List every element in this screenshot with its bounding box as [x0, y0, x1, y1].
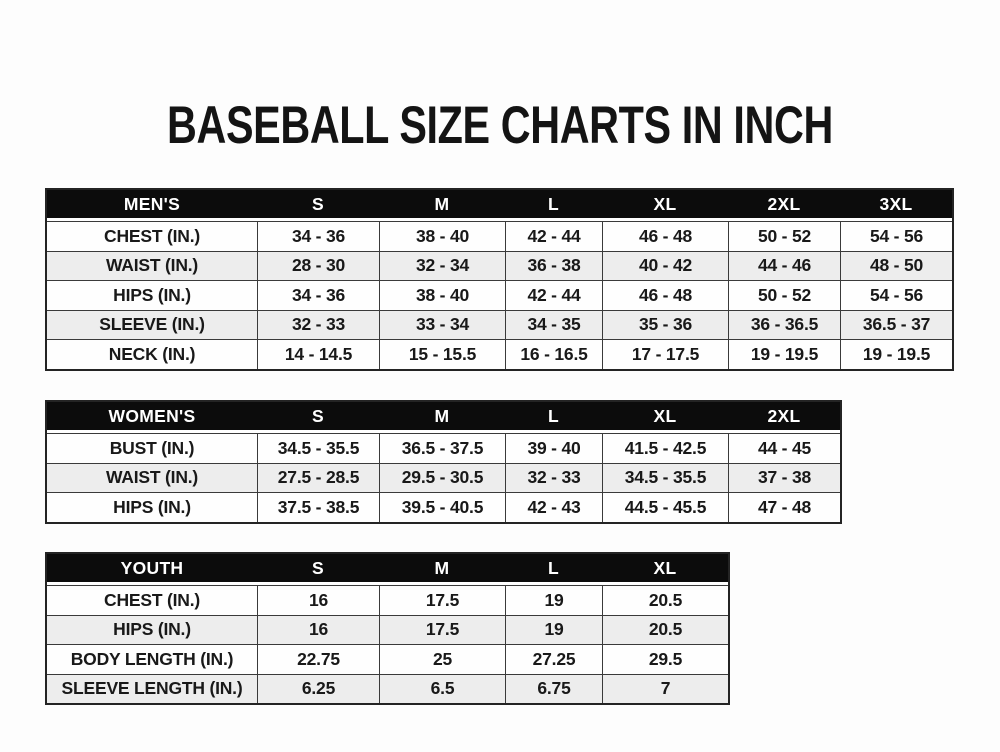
- youth-header-size-m: M: [434, 557, 450, 578]
- row-label: WAIST (IN.): [105, 255, 199, 276]
- size-value-xl: 44.5 - 45.5: [602, 493, 728, 522]
- mens-header-row: [47, 190, 952, 218]
- size-value-2xl: 47 - 48: [728, 493, 840, 522]
- womens-header-title: WOMEN'S: [108, 405, 196, 426]
- size-value-2xl: 44 - 45: [728, 434, 840, 463]
- size-value-m: 17.5: [379, 586, 505, 615]
- size-value-s: 37.5 - 38.5: [257, 493, 379, 522]
- size-value-l: 42 - 44: [505, 281, 602, 310]
- size-value-s: 16: [257, 616, 379, 645]
- row-label: WAIST (IN.): [105, 467, 199, 488]
- mens-header-size-2xl: 2XL: [767, 193, 801, 214]
- page-title: BASEBALL SIZE CHARTS IN INCH: [167, 95, 833, 155]
- size-value-s: 27.5 - 28.5: [257, 464, 379, 493]
- row-label: BUST (IN.): [109, 437, 195, 458]
- size-value-xl: 46 - 48: [602, 222, 728, 251]
- size-value-m: 36.5 - 37.5: [379, 434, 505, 463]
- youth-header-row: [47, 554, 728, 582]
- womens-size-table: [45, 400, 842, 524]
- mens-row-hips-in: [47, 280, 952, 310]
- womens-header-row: [47, 402, 840, 430]
- size-value-3xl: 19 - 19.5: [840, 340, 952, 369]
- size-value-3xl: 36.5 - 37: [840, 311, 952, 340]
- mens-row-chest-in: [47, 221, 952, 251]
- size-value-s: 22.75: [257, 645, 379, 674]
- row-label: NECK (IN.): [108, 343, 196, 364]
- womens-header-size-2xl: 2XL: [767, 405, 801, 426]
- mens-size-table: [45, 188, 954, 371]
- mens-row-neck-in: [47, 339, 952, 369]
- size-value-3xl: 54 - 56: [840, 222, 952, 251]
- mens-header-size-l: L: [548, 193, 559, 214]
- womens-header-size-l: L: [548, 405, 559, 426]
- size-value-2xl: 50 - 52: [728, 222, 840, 251]
- row-label: SLEEVE LENGTH (IN.): [61, 678, 243, 699]
- size-value-xl: 17 - 17.5: [602, 340, 728, 369]
- size-value-2xl: 44 - 46: [728, 252, 840, 281]
- womens-row-bust-in: [47, 433, 840, 463]
- row-label: SLEEVE (IN.): [99, 314, 205, 335]
- size-value-l: 6.75: [505, 675, 602, 704]
- size-value-3xl: 48 - 50: [840, 252, 952, 281]
- womens-header-size-xl: XL: [653, 405, 677, 426]
- size-value-xl: 20.5: [602, 586, 728, 615]
- size-value-m: 38 - 40: [379, 222, 505, 251]
- size-value-l: 27.25: [505, 645, 602, 674]
- womens-header-size-s: S: [312, 405, 324, 426]
- size-value-l: 19: [505, 616, 602, 645]
- size-value-m: 38 - 40: [379, 281, 505, 310]
- row-label: BODY LENGTH (IN.): [70, 648, 234, 669]
- youth-row-hips-in: [47, 615, 728, 645]
- row-label: CHEST (IN.): [104, 589, 200, 610]
- size-value-xl: 20.5: [602, 616, 728, 645]
- size-value-s: 34.5 - 35.5: [257, 434, 379, 463]
- size-value-m: 17.5: [379, 616, 505, 645]
- size-value-xl: 46 - 48: [602, 281, 728, 310]
- youth-header-size-xl: XL: [653, 557, 677, 578]
- size-value-m: 32 - 34: [379, 252, 505, 281]
- youth-size-table: [45, 552, 730, 705]
- size-value-2xl: 50 - 52: [728, 281, 840, 310]
- size-value-s: 28 - 30: [257, 252, 379, 281]
- youth-row-sleeve-length-in: [47, 674, 728, 704]
- size-value-2xl: 36 - 36.5: [728, 311, 840, 340]
- size-value-l: 32 - 33: [505, 464, 602, 493]
- size-value-m: 6.5: [379, 675, 505, 704]
- size-value-l: 34 - 35: [505, 311, 602, 340]
- row-label: HIPS (IN.): [113, 284, 191, 305]
- size-value-3xl: 54 - 56: [840, 281, 952, 310]
- row-label: CHEST (IN.): [104, 225, 200, 246]
- womens-row-hips-in: [47, 492, 840, 522]
- womens-row-waist-in: [47, 463, 840, 493]
- size-value-s: 14 - 14.5: [257, 340, 379, 369]
- mens-row-sleeve-in: [47, 310, 952, 340]
- size-value-xl: 35 - 36: [602, 311, 728, 340]
- size-value-l: 36 - 38: [505, 252, 602, 281]
- size-value-l: 39 - 40: [505, 434, 602, 463]
- womens-header-size-m: M: [434, 405, 450, 426]
- row-label: HIPS (IN.): [113, 619, 191, 640]
- size-value-xl: 40 - 42: [602, 252, 728, 281]
- youth-header-title: YOUTH: [120, 557, 184, 578]
- size-value-m: 39.5 - 40.5: [379, 493, 505, 522]
- size-value-l: 16 - 16.5: [505, 340, 602, 369]
- size-value-l: 42 - 43: [505, 493, 602, 522]
- size-value-xl: 34.5 - 35.5: [602, 464, 728, 493]
- size-value-s: 16: [257, 586, 379, 615]
- youth-header-size-l: L: [548, 557, 559, 578]
- mens-header-size-3xl: 3XL: [879, 193, 913, 214]
- size-value-l: 42 - 44: [505, 222, 602, 251]
- youth-header-size-s: S: [312, 557, 324, 578]
- size-value-m: 15 - 15.5: [379, 340, 505, 369]
- size-value-m: 25: [379, 645, 505, 674]
- size-value-xl: 7: [602, 675, 728, 704]
- mens-header-size-xl: XL: [653, 193, 677, 214]
- mens-row-waist-in: [47, 251, 952, 281]
- size-value-s: 34 - 36: [257, 222, 379, 251]
- mens-header-size-s: S: [312, 193, 324, 214]
- size-value-xl: 41.5 - 42.5: [602, 434, 728, 463]
- row-label: HIPS (IN.): [113, 496, 191, 517]
- size-value-m: 29.5 - 30.5: [379, 464, 505, 493]
- mens-header-size-m: M: [434, 193, 450, 214]
- size-value-s: 34 - 36: [257, 281, 379, 310]
- size-value-s: 6.25: [257, 675, 379, 704]
- size-value-2xl: 37 - 38: [728, 464, 840, 493]
- youth-row-body-length-in: [47, 644, 728, 674]
- mens-header-title: MEN'S: [123, 193, 181, 214]
- size-value-l: 19: [505, 586, 602, 615]
- size-value-2xl: 19 - 19.5: [728, 340, 840, 369]
- size-value-s: 32 - 33: [257, 311, 379, 340]
- size-value-m: 33 - 34: [379, 311, 505, 340]
- youth-row-chest-in: [47, 585, 728, 615]
- size-value-xl: 29.5: [602, 645, 728, 674]
